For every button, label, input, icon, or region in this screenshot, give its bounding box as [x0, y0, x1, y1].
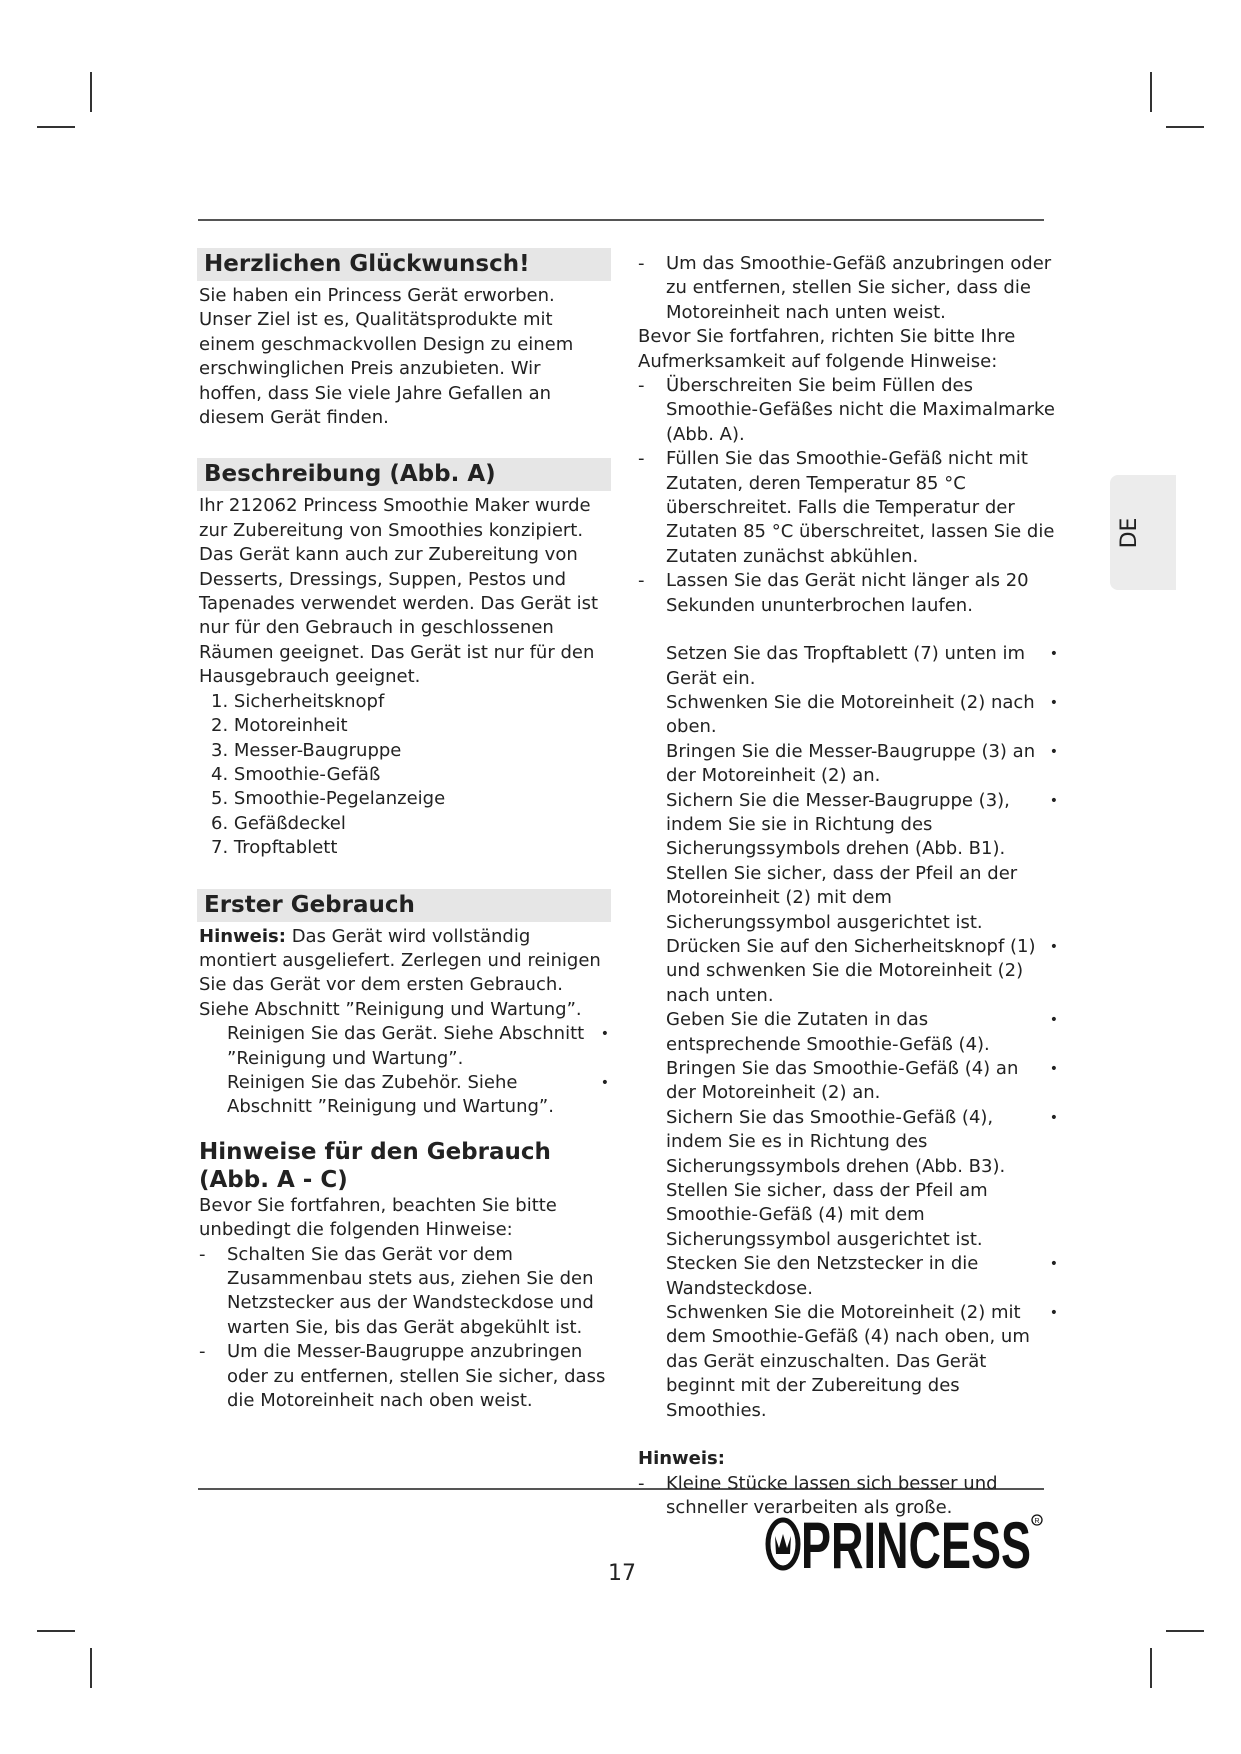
step-item: Geben Sie die Zutaten in das entsprechende Smoothie-Gefäß (4). • [638, 1008, 1058, 1057]
crop-mark [90, 1648, 92, 1688]
step-item: Schwenken Sie die Motoreinheit (2) mit dem Smoothie-Gefäß (4) nach oben, um das Gerät einzuschalten. Das Gerät beginnt mit der Zubereitung des Smoothies. • [638, 1301, 1058, 1423]
step-item: Stecken Sie den Netzstecker in die Wandsteckdose. • [638, 1252, 1058, 1301]
first-use-note [199, 925, 609, 998]
see-section-text: Siehe Abschnitt ”Reinigung und Wartung”. [199, 998, 582, 1020]
left-column [199, 248, 609, 1413]
list-item: - Schalten Sie das Gerät vor dem Zusammenbau stets aus, ziehen Sie den Netzstecker aus der Wandsteckdose und warten Sie, bis das Gerät abgekühlt ist. [199, 1243, 609, 1341]
usage-notes-heading-figure: (Abb. A - C) [199, 1166, 348, 1193]
crop-mark [1166, 126, 1204, 128]
list-item: - Überschreiten Sie beim Füllen des Smoothie-Gefäßes nicht die Maximalmarke (Abb. A). [638, 374, 1058, 447]
crop-mark [1166, 1630, 1204, 1632]
final-note-label: Hinweis: [638, 1448, 725, 1470]
list-item: - Lassen Sie das Gerät nicht länger als 20 Sekunden ununterbrochen laufen. [638, 569, 1058, 618]
crop-mark [37, 1630, 75, 1632]
list-item: - Um das Smoothie-Gefäß anzubringen oder zu entfernen, stellen Sie sicher, dass die Motoreinheit nach unten weist. [638, 252, 1058, 325]
step-item: Drücken Sie auf den Sicherheitsknopf (1) und schwenken Sie die Motoreinheit (2) nach unten. • [638, 935, 1058, 1008]
usage-notes-heading: Hinweise für den Gebrauch [199, 1138, 551, 1165]
note-label: Hinweis: [199, 925, 286, 947]
step-item: Sichern Sie das Smoothie-Gefäß (4), indem Sie es in Richtung des Sicherungssymbols drehen (Abb. B3). Stellen Sie sicher, dass der Pfeil am Smoothie-Gefäß (4) mit dem Sicherungssymbol ausgerichtet ist. • [638, 1106, 1058, 1252]
crop-mark [37, 126, 75, 128]
parts-list-item: 1. Sicherheitsknopf [211, 690, 385, 712]
usage-notes-intro: Bevor Sie fortfahren, beachten Sie bitte unbedingt die folgenden Hinweise: [199, 1194, 557, 1241]
attention-text: Bevor Sie fortfahren, richten Sie bitte Ihre Aufmerksamkeit auf folgende Hinweise: [638, 326, 1016, 372]
step-item: Bringen Sie die Messer-Baugruppe (3) an der Motoreinheit (2) an. • [638, 740, 1058, 789]
list-item: Reinigen Sie das Gerät. Siehe Abschnitt ”Reinigung und Wartung”. • [199, 1022, 609, 1071]
list-item: - Füllen Sie das Smoothie-Gefäß nicht mit Zutaten, deren Temperatur 85 °C überschreitet. Falls die Temperatur der Zutaten 85 °C überschreitet, lassen Sie die Zutaten zunächst abkühlen. [638, 447, 1058, 569]
step-item: Setzen Sie das Tropftablett (7) unten im Gerät ein. • [638, 642, 1058, 691]
step-item: Schwenken Sie die Motoreinheit (2) nach oben. • [638, 691, 1058, 740]
first-use-heading: Erster Gebrauch [197, 889, 611, 922]
parts-list-item: 7. Tropftablett [211, 837, 338, 859]
congrats-heading: Herzlichen Glückwunsch! [197, 248, 611, 281]
list-item: Reinigen Sie das Zubehör. Siehe Abschnitt ”Reinigung und Wartung”. • [199, 1071, 609, 1120]
step-item: Sichern Sie die Messer-Baugruppe (3), indem Sie sie in Richtung des Sicherungssymbols drehen (Abb. B1). Stellen Sie sicher, dass der Pfeil an der Motoreinheit (2) mit dem Sicherungssymbol ausgerichtet ist. • [638, 789, 1058, 935]
step-item: Bringen Sie das Smoothie-Gefäß (4) an der Motoreinheit (2) an. • [638, 1057, 1058, 1106]
parts-list [199, 690, 609, 861]
list-item: - Kleine Stücke lassen sich besser und schneller verarbeiten als große. [638, 1472, 1058, 1521]
parts-list-item: 3. Messer-Baugruppe [211, 739, 402, 761]
right-column [638, 248, 1058, 1520]
note-text: Das Gerät wird vollständig montiert ausgeliefert. Zerlegen und reinigen Sie das Gerät vor dem ersten Gebrauch. [199, 925, 601, 996]
crown-icon [765, 1508, 1045, 1580]
crop-mark [1150, 1648, 1152, 1688]
parts-list-item: 6. Gefäßdeckel [211, 812, 346, 834]
parts-list-item: 5. Smoothie-Pegelanzeige [211, 788, 446, 810]
page-number: 17 [608, 1561, 636, 1586]
list-item: - Um die Messer-Baugruppe anzubringen oder zu entfernen, stellen Sie sicher, dass die Motoreinheit nach oben weist. [199, 1340, 609, 1413]
language-tab-label: DE [1117, 517, 1142, 549]
crop-mark [1150, 72, 1152, 112]
description-heading: Beschreibung (Abb. A) [197, 458, 611, 491]
parts-list-item: 2. Motoreinheit [211, 715, 348, 737]
parts-list-item: 4. Smoothie-Gefäß [211, 763, 381, 785]
brand-name: PRINCESS [801, 1508, 1031, 1580]
crop-mark [90, 72, 92, 112]
princess-logo [765, 1508, 1045, 1587]
congrats-body: Sie haben ein Princess Gerät erworben. Unser Ziel ist es, Qualitätsprodukte mit einem geschmackvollen Design zu einem erschwinglichen Preis anzubieten. Wir hoffen, dass Sie viele Jahre Gefallen an diesem Gerät finden. [199, 285, 574, 429]
description-body: Ihr 212062 Princess Smoothie Maker wurde zur Zubereitung von Smoothies konzipiert. Das Gerät kann auch zur Zubereitung von Desserts, Dressings, Suppen, Pestos und Tapenades verwendet werden. Das Gerät ist nur für den Gebrauch in geschlossenen Räumen geeignet. Das Gerät ist nur für den Hausgebrauch geeignet. [199, 495, 599, 688]
top-rule [198, 219, 1044, 221]
svg-text:R: R [1034, 1518, 1040, 1525]
